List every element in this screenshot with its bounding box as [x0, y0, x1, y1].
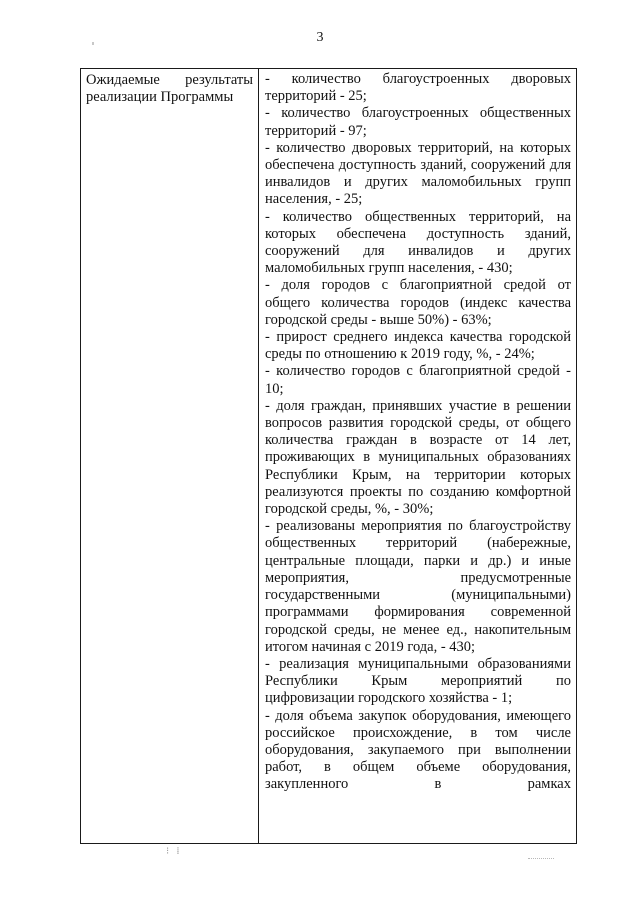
result-item-quality-index-growth: - прирост среднего индекса качества городской среды по отношению к 2019 году, %, - 24%;	[265, 329, 571, 363]
page-number: 3	[316, 30, 324, 45]
result-item-urban-digitalization: - реализация муниципальными образованиями Республики Крым мероприятий по цифровизации городского хозяйства - 1;	[265, 655, 571, 707]
result-item-accessible-yards: - количество дворовых территорий, на которых обеспечена доступность зданий, сооружений для инвалидов и других маломобильных групп населения, - 25;	[265, 139, 571, 208]
row-label-line-2: реализации Программы	[86, 89, 234, 105]
result-item-favorable-cities-share: - доля городов с благоприятной средой от общего количества городов (индекс качества городской среды - выше 50%) - 63%;	[265, 277, 571, 328]
result-item-landscaped-yards: - количество благоустроенных дворовых территорий - 25;	[265, 71, 571, 105]
result-item-implemented-activities: - реализованы мероприятия по благоустройству общественных территорий (набережные, центральные площади, парки и др.) и иные мероприятия, предусмотренные государственными (муниципальными) программами формирования современной городской среды, не менее ед., накопительным итогом начиная с 2019 года, - 430;	[265, 518, 571, 655]
result-item-citizen-participation: - доля граждан, принявших участие в решении вопросов развития городской среды, от общего количества граждан в возрасте от 14 лет, проживающих в муниципальных образованиях Республики Крым, на территории которых реализуются проекты по созданию комфортной городской среды, %, - 30%;	[265, 397, 571, 518]
row-label-word-expected: Ожидаемые	[86, 72, 160, 88]
row-value-cell	[259, 69, 576, 843]
result-item-favorable-cities-count: - количество городов с благоприятной средой - 10;	[265, 363, 571, 397]
row-label-line-1	[86, 72, 253, 89]
result-item-landscaped-public-areas: - количество благоустроенных общественных территорий - 97;	[265, 105, 571, 139]
scan-artifact-bottom-left: ⁝ ⁞	[166, 846, 182, 857]
result-item-accessible-public-areas: - количество общественных территорий, на которых обеспечена доступность зданий, сооружений для инвалидов и других маломобильных групп населения, - 430;	[265, 208, 571, 277]
results-list	[265, 71, 571, 794]
result-item-russian-equipment-share: - доля объема закупок оборудования, имеющего российское происхождение, в том числе оборудования, закупаемого при выполнении работ, в общем объеме оборудования, закупленного в рамках	[265, 707, 571, 793]
scan-speck-top	[92, 42, 94, 45]
scan-artifact-bottom-right	[528, 858, 554, 861]
row-label-cell	[81, 69, 259, 843]
row-label-word-results: результаты	[185, 72, 253, 88]
program-results-table	[80, 68, 577, 844]
